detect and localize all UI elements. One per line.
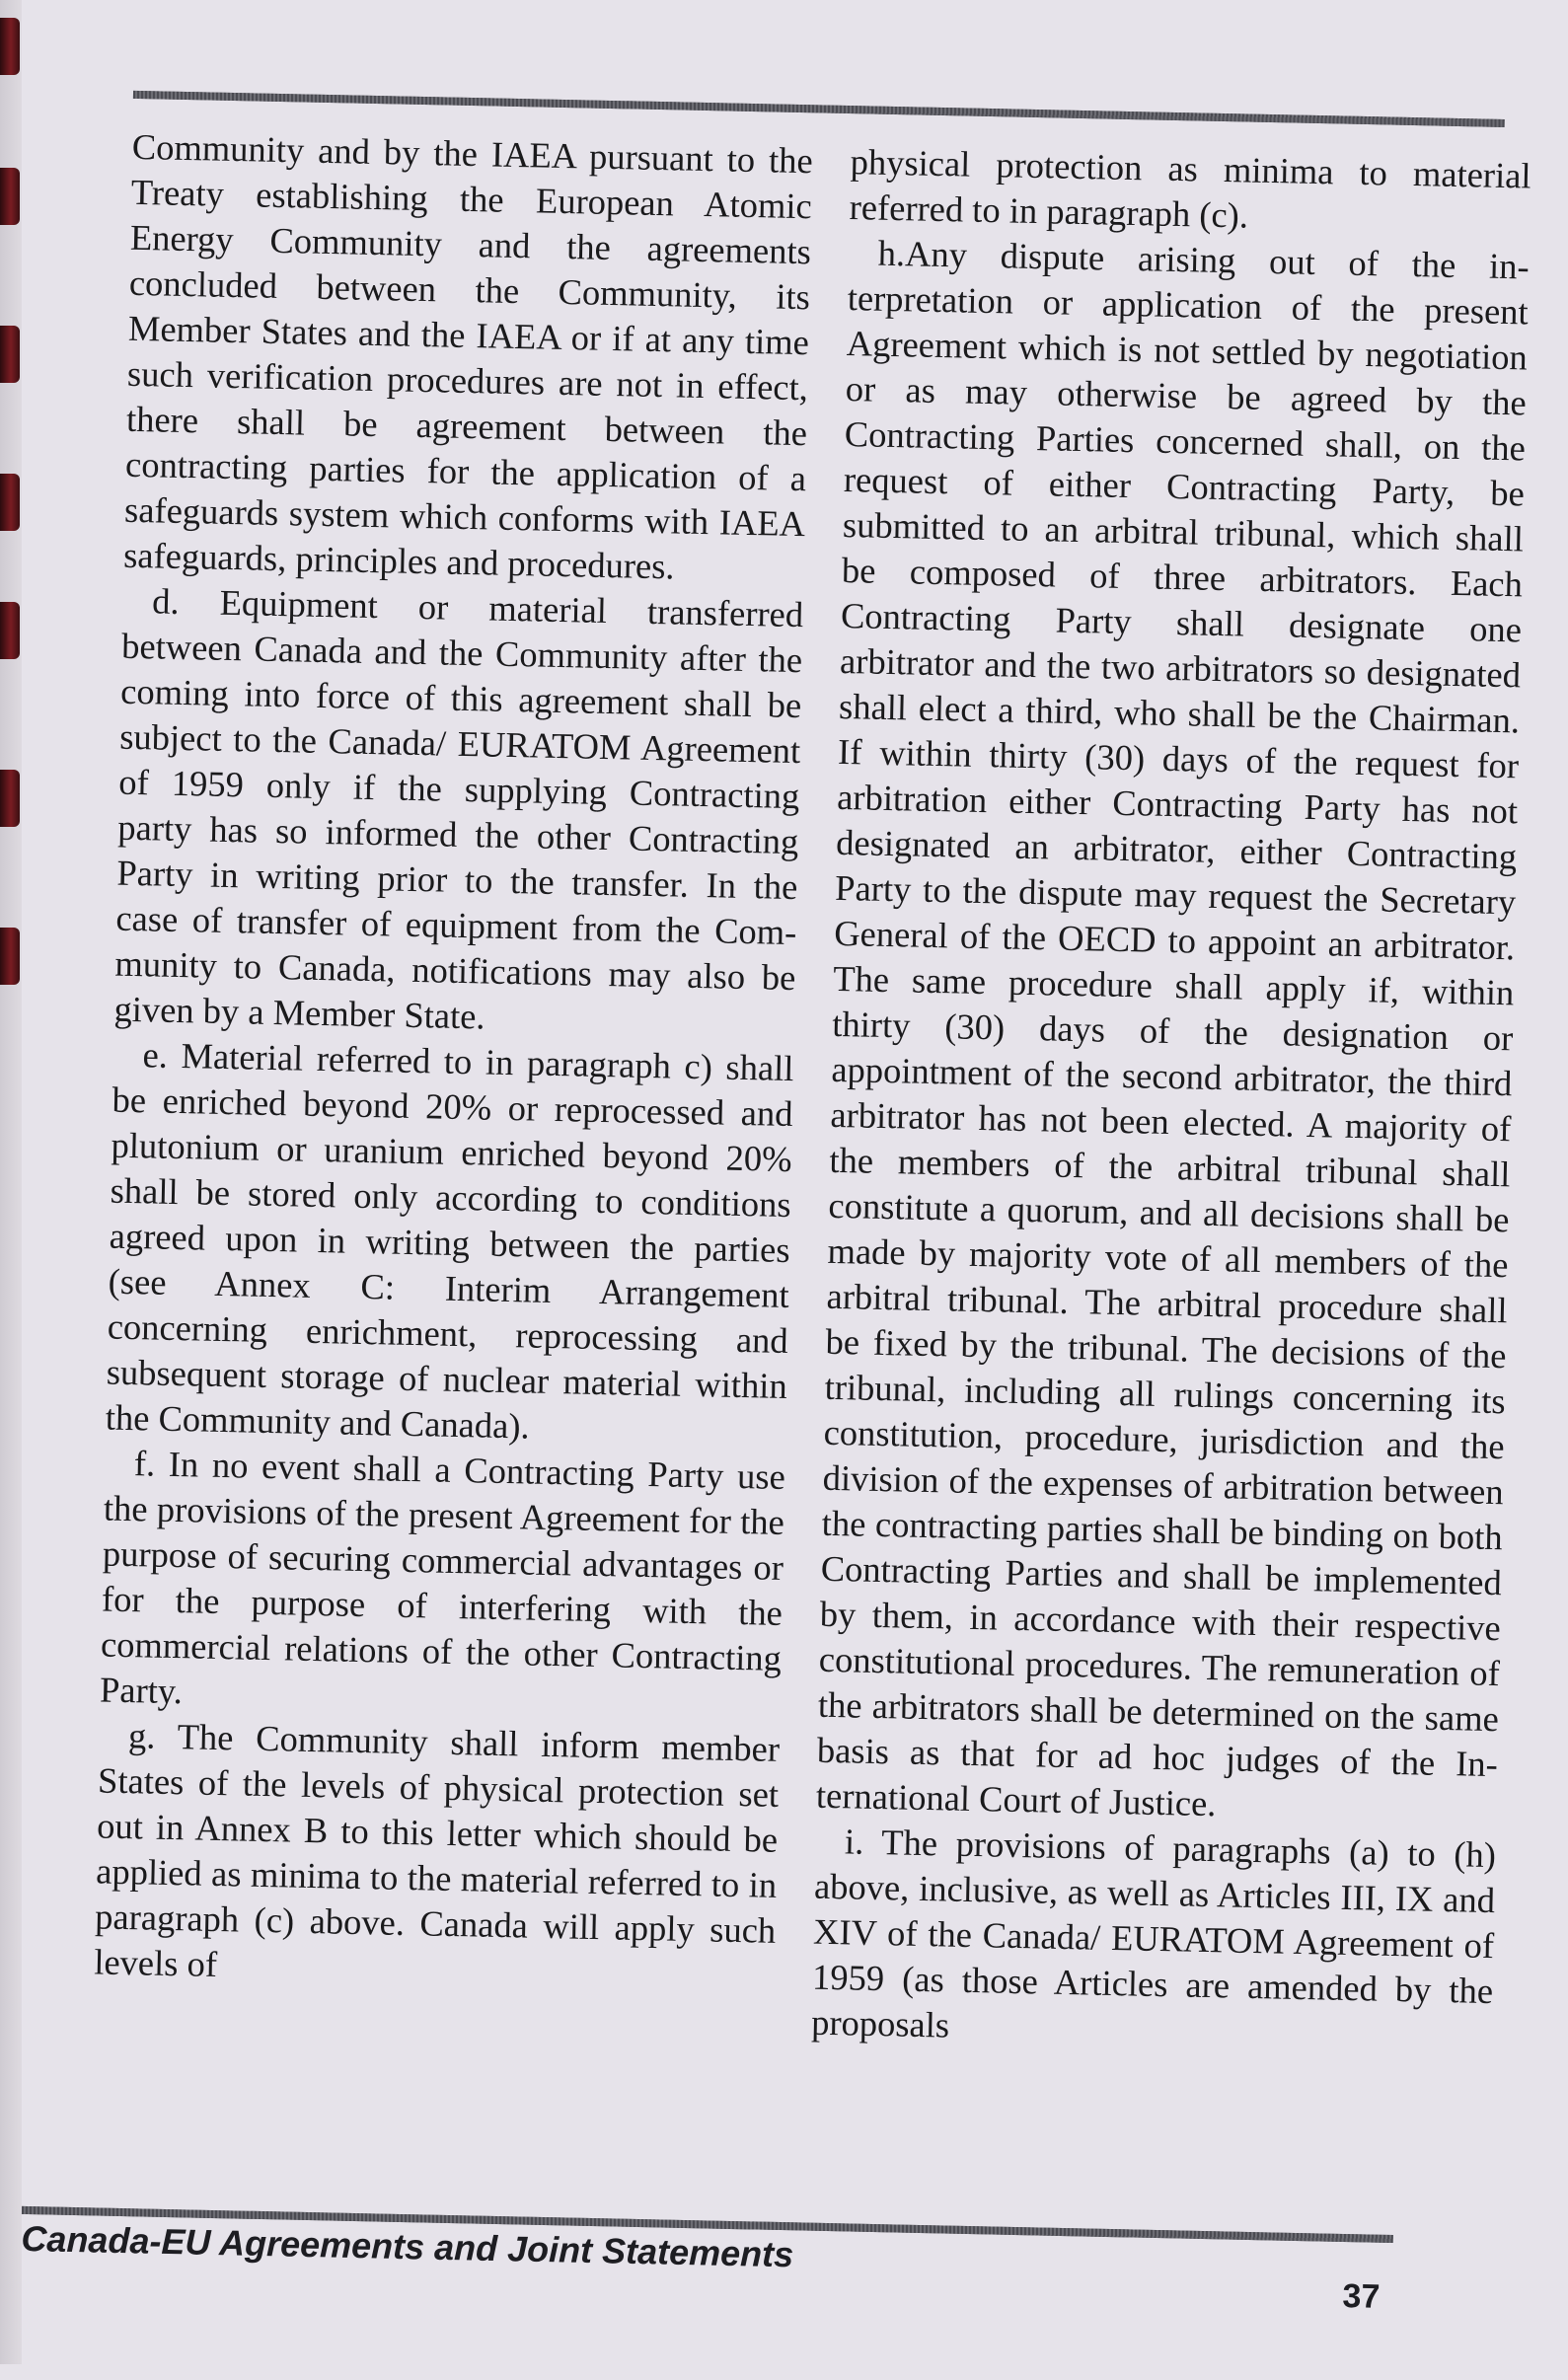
- right-column: [811, 139, 1531, 2059]
- paragraph-g-continued: physical protection as minima to material referred to in paragraph (c).: [849, 141, 1531, 236]
- binder-ring: [0, 168, 20, 225]
- page-number: 37: [1342, 2276, 1381, 2316]
- paragraph-g: g. The Community shall inform member States of the levels of physical protection set out in Annex B to this letter which should be applied as minima to the material referred to in paragraph (c) above. Canada will apply such levels of: [93, 1715, 781, 1985]
- paragraph-e: e. Material referred to in paragraph c) shall be enriched beyond 20% or reprocessed and plutonium or uranium enriched beyond 20% shall be stored only according to conditions agreed upon in writing between the parties (see Annex C: Interim Arrangement concerning enrichment, reprocessing and subsequent storage of nuclear material within the Community and Canada).: [105, 1034, 794, 1447]
- paragraph-f: f. In no event shall a Contracting Party use the provisions of the present Agreement for the purpose of securing commercial advantages or for the purpose of interfering with the commercial relations of the other Contracting Party.: [99, 1443, 786, 1712]
- paragraph-h: h.Any dispute arising out of the interpretation or application of the present Agreement which is not settled by negotiation or as may otherwise be agreed by the Contracting Parties concerned shall, on the request of either Contracting Party, be submitted to an arbitral tribunal, which shall be composed of three arbitrators. Each Contracting Party shall designate one arbitrator and the two arbitrators so designated shall elect a third, who shall be the Chairman. If within thirty (30) days of the request for arbitration either Contracting Party has not designated an arbitrator, either Contracting Party to the dispute may request the Secretary General of the OECD to appoint an arbitrator. The same procedure shall apply if, within thirty (30) days of the designation or appointment of the second arbitrator, the third arbitrator has not been elected. A majority of the members of the arbitral tribunal shall constitute a quorum, and all decisions shall be made by majority vote of all members of the arbitral tribunal. The arbitral procedure shall be fixed by the tribunal. The decisions of the tribunal, including all rulings concerning its constitution, procedure, jurisdiction and the division of the expenses of arbitration between the contracting parties shall be binding on both Contracting Parties and shall be implemented by them, in accordance with their respective constitutional procedures. The remuneration of the arbitrators shall be determined on the same basis as that for ad hoc judges of the International Court of Justice.: [815, 232, 1531, 1824]
- header-rule: [133, 91, 1505, 127]
- paragraph-i: i. The provisions of paragraphs (a) to (h) above, inclusive, as well as Articles III, IX and XIV of the Canada/ EURATOM Agreement of 1959 (as those Articles are amended by the proposals: [810, 1821, 1497, 2045]
- binder-ring: [0, 18, 20, 75]
- left-column: [94, 124, 813, 1999]
- footer-title: Canada-EU Agreements and Joint Statements: [21, 2217, 794, 2275]
- paragraph-d: d. Equipment or material transferred between Canada and the Community after the coming into force of this agreement shall be subject to the Canada/ EURATOM Agreement of 1959 only if the supplying Contracting party has so informed the other Contracting Party in writing prior to the transfer. In the case of transfer of equipment from the Community to Canada, notifications may also be given by a Member State.: [113, 580, 804, 1037]
- paragraph-c-continued: Community and by the IAEA pursuant to the Treaty establishing the European Atomic Energy Community and the agreements concluded between the Community, its Member States and the IAEA or if at any time such verification procedures are not in effect, there shall be agreement between the contracting parties for the application of a safeguards system which conforms with IAEA safeguards, principles and procedures.: [122, 125, 814, 587]
